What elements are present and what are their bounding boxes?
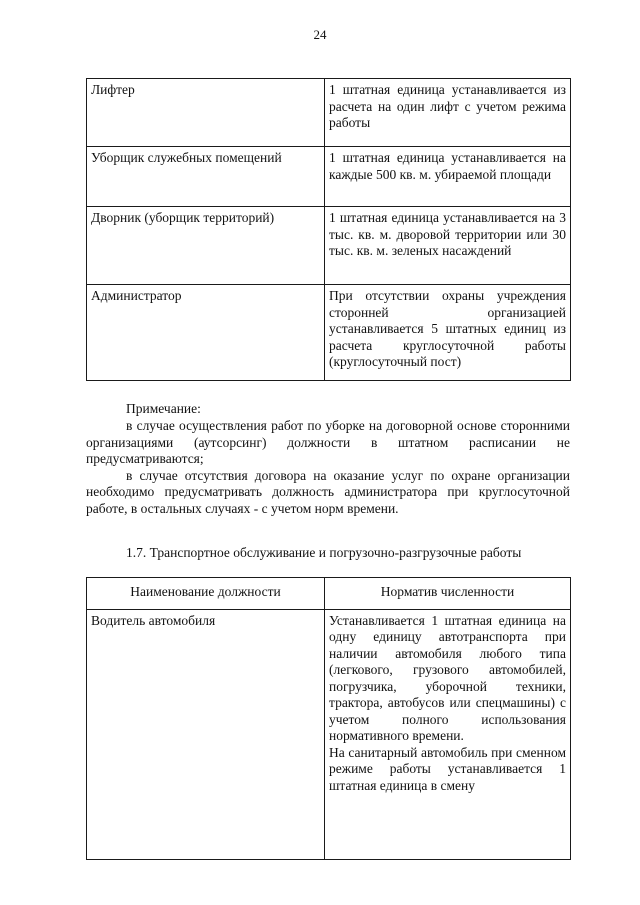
norm-cell: [325, 609, 571, 859]
norm-text-part2: На санитарный автомобиль при сменном режиме работы устанавливается 1 штатная единица в смену: [329, 744, 566, 793]
table-header-row: [87, 578, 571, 610]
position-cell: Дворник (уборщик территорий): [87, 207, 325, 285]
norm-cell: При отсутствии охраны учреждения сторонней организацией устанавливается 5 штатных единиц из расчета круглосуточной работы (круглосуточный пост): [325, 285, 571, 381]
position-cell: Администратор: [87, 285, 325, 381]
note-paragraph: в случае отсутствия договора на оказание услуг по охране организации необходимо предусматривать должность администратора при круглосуточной работе, в остальных случаях - с учетом норм времени.: [86, 467, 570, 516]
note-paragraph: в случае осуществления работ по уборке на договорной основе сторонними организациями (аутсорсинг) должности в штатном расписании не предусматриваются;: [86, 418, 570, 466]
position-cell: Лифтер: [87, 79, 325, 147]
norm-text-part1: Устанавливается 1 штатная единица на одну единицу автотранспорта при наличии автомобиля любого типа (легкового, грузового автомобилей, погрузчика, уборочной техники, трактора, автобусов или спецмашины) с учетом полного использования нормативного времени.: [329, 612, 566, 743]
note-title-block: [86, 401, 570, 418]
table-row: [87, 147, 571, 207]
transport-staffing-table: [86, 577, 571, 860]
column-header-position: Наименование должности: [87, 578, 325, 610]
table-row: [87, 285, 571, 381]
norm-cell: 1 штатная единица устанавливается на каждые 500 кв. м. убираемой площади: [325, 147, 571, 207]
table-row: [87, 609, 571, 859]
note-paragraphs: [86, 418, 570, 517]
table-row: [87, 207, 571, 285]
section-heading: 1.7. Транспортное обслуживание и погрузочно-разгрузочные работы: [126, 545, 522, 560]
column-header-norm: Норматив численности: [325, 578, 571, 610]
position-cell: Уборщик служебных помещений: [87, 147, 325, 207]
staffing-norms-table: [86, 78, 571, 381]
norm-cell: 1 штатная единица устанавливается из расчета на один лифт с учетом режима работы: [325, 79, 571, 147]
table-row: [87, 79, 571, 147]
position-cell: Водитель автомобиля: [87, 609, 325, 859]
page-number: 24: [313, 27, 327, 42]
note-title: Примечание:: [126, 401, 201, 416]
norm-cell: 1 штатная единица устанавливается на 3 тыс. кв. м. дворовой территории или 30 тыс. кв. м. зеленых насаждений: [325, 207, 571, 285]
